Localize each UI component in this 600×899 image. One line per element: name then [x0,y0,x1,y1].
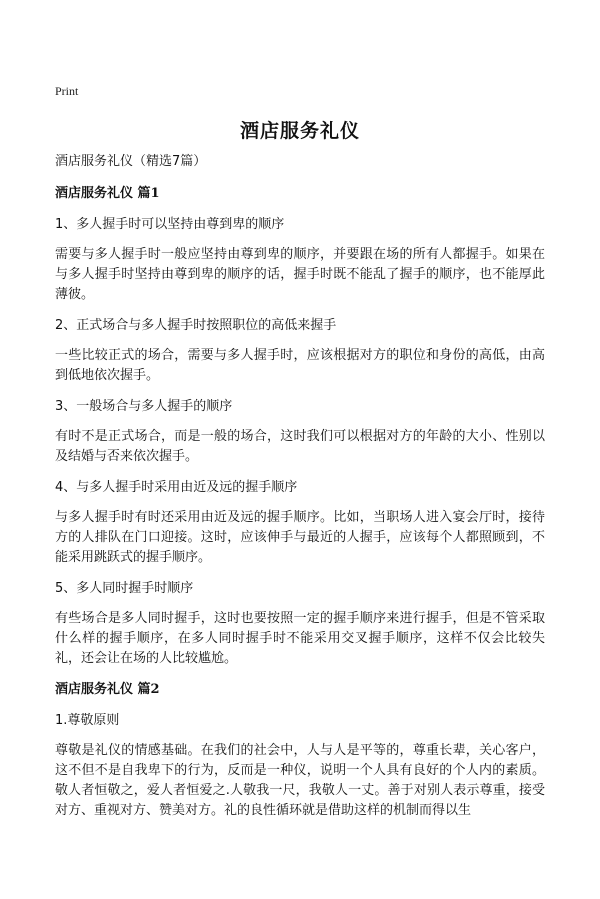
item-heading: 3、一般场合与多人握手的顺序 [55,399,233,414]
item-heading: 5、多人同时握手时顺序 [55,581,194,596]
item-paragraph: 有时不是正式场合，而是一般的场合，这时我们可以根据对方的年龄的大小、性别以及结婚与否来依次握手。 [55,429,545,464]
item-paragraph: 与多人握手时有时还采用由近及远的握手顺序。比如，当职场人进入宴会厅时，接待方的人排队在门口迎接。这时，应该伸手与最近的人握手，应该每个人都照顾到，不能采用跳跃式的握手顺序。 [55,510,545,565]
item-paragraph: 需要与多人握手时一般应坚持由尊到卑的顺序，并要跟在场的所有人都握手。如果在与多人握手时坚持由尊到卑的顺序的话，握手时既不能乱了握手的顺序，也不能厚此薄彼。 [55,247,545,302]
item-paragraph: 一些比较正式的场合，需要与多人握手时，应该根据对方的职位和身份的高低，由高到低地依次握手。 [55,348,545,383]
item-paragraph: 尊敬是礼仪的情感基础。在我们的社会中，人与人是平等的，尊重长辈，关心客户，这不但不是自我卑下的行为，反而是一种仪，说明一个人具有良好的个人内的素质。敬人者恒敬之，爱人者恒爱之.人敬我一尺，我敬人一丈。善于对别人表示尊重，接受对方、重视对方、赞美对方。礼的良性循环就是借助这样的机制而得以生 [55,743,545,818]
item-heading: 1、多人握手时可以坚持由尊到卑的顺序 [55,217,285,232]
section-heading-2: 酒店服务礼仪 篇2 [55,682,160,697]
section-heading-1: 酒店服务礼仪 篇1 [55,186,160,201]
item-heading: 1.尊敬原则 [55,713,120,728]
item-heading: 4、与多人握手时采用由近及远的握手顺序 [55,480,298,495]
document-body [55,152,545,832]
print-link[interactable]: Print [55,84,79,98]
item-paragraph: 有些场合是多人同时握手，这时也要按照一定的握手顺序来进行握手，但是不管采取什么样的握手顺序，在多人同时握手时不能采用交叉握手顺序，这样不仅会比较失礼，还会让在场的人比较尴尬。 [55,611,545,666]
page-title: 酒店服务礼仪 [239,120,360,142]
item-heading: 2、正式场合与多人握手时按照职位的高低来握手 [55,318,337,333]
document-subtitle: 酒店服务礼仪（精选7篇） [55,154,207,169]
